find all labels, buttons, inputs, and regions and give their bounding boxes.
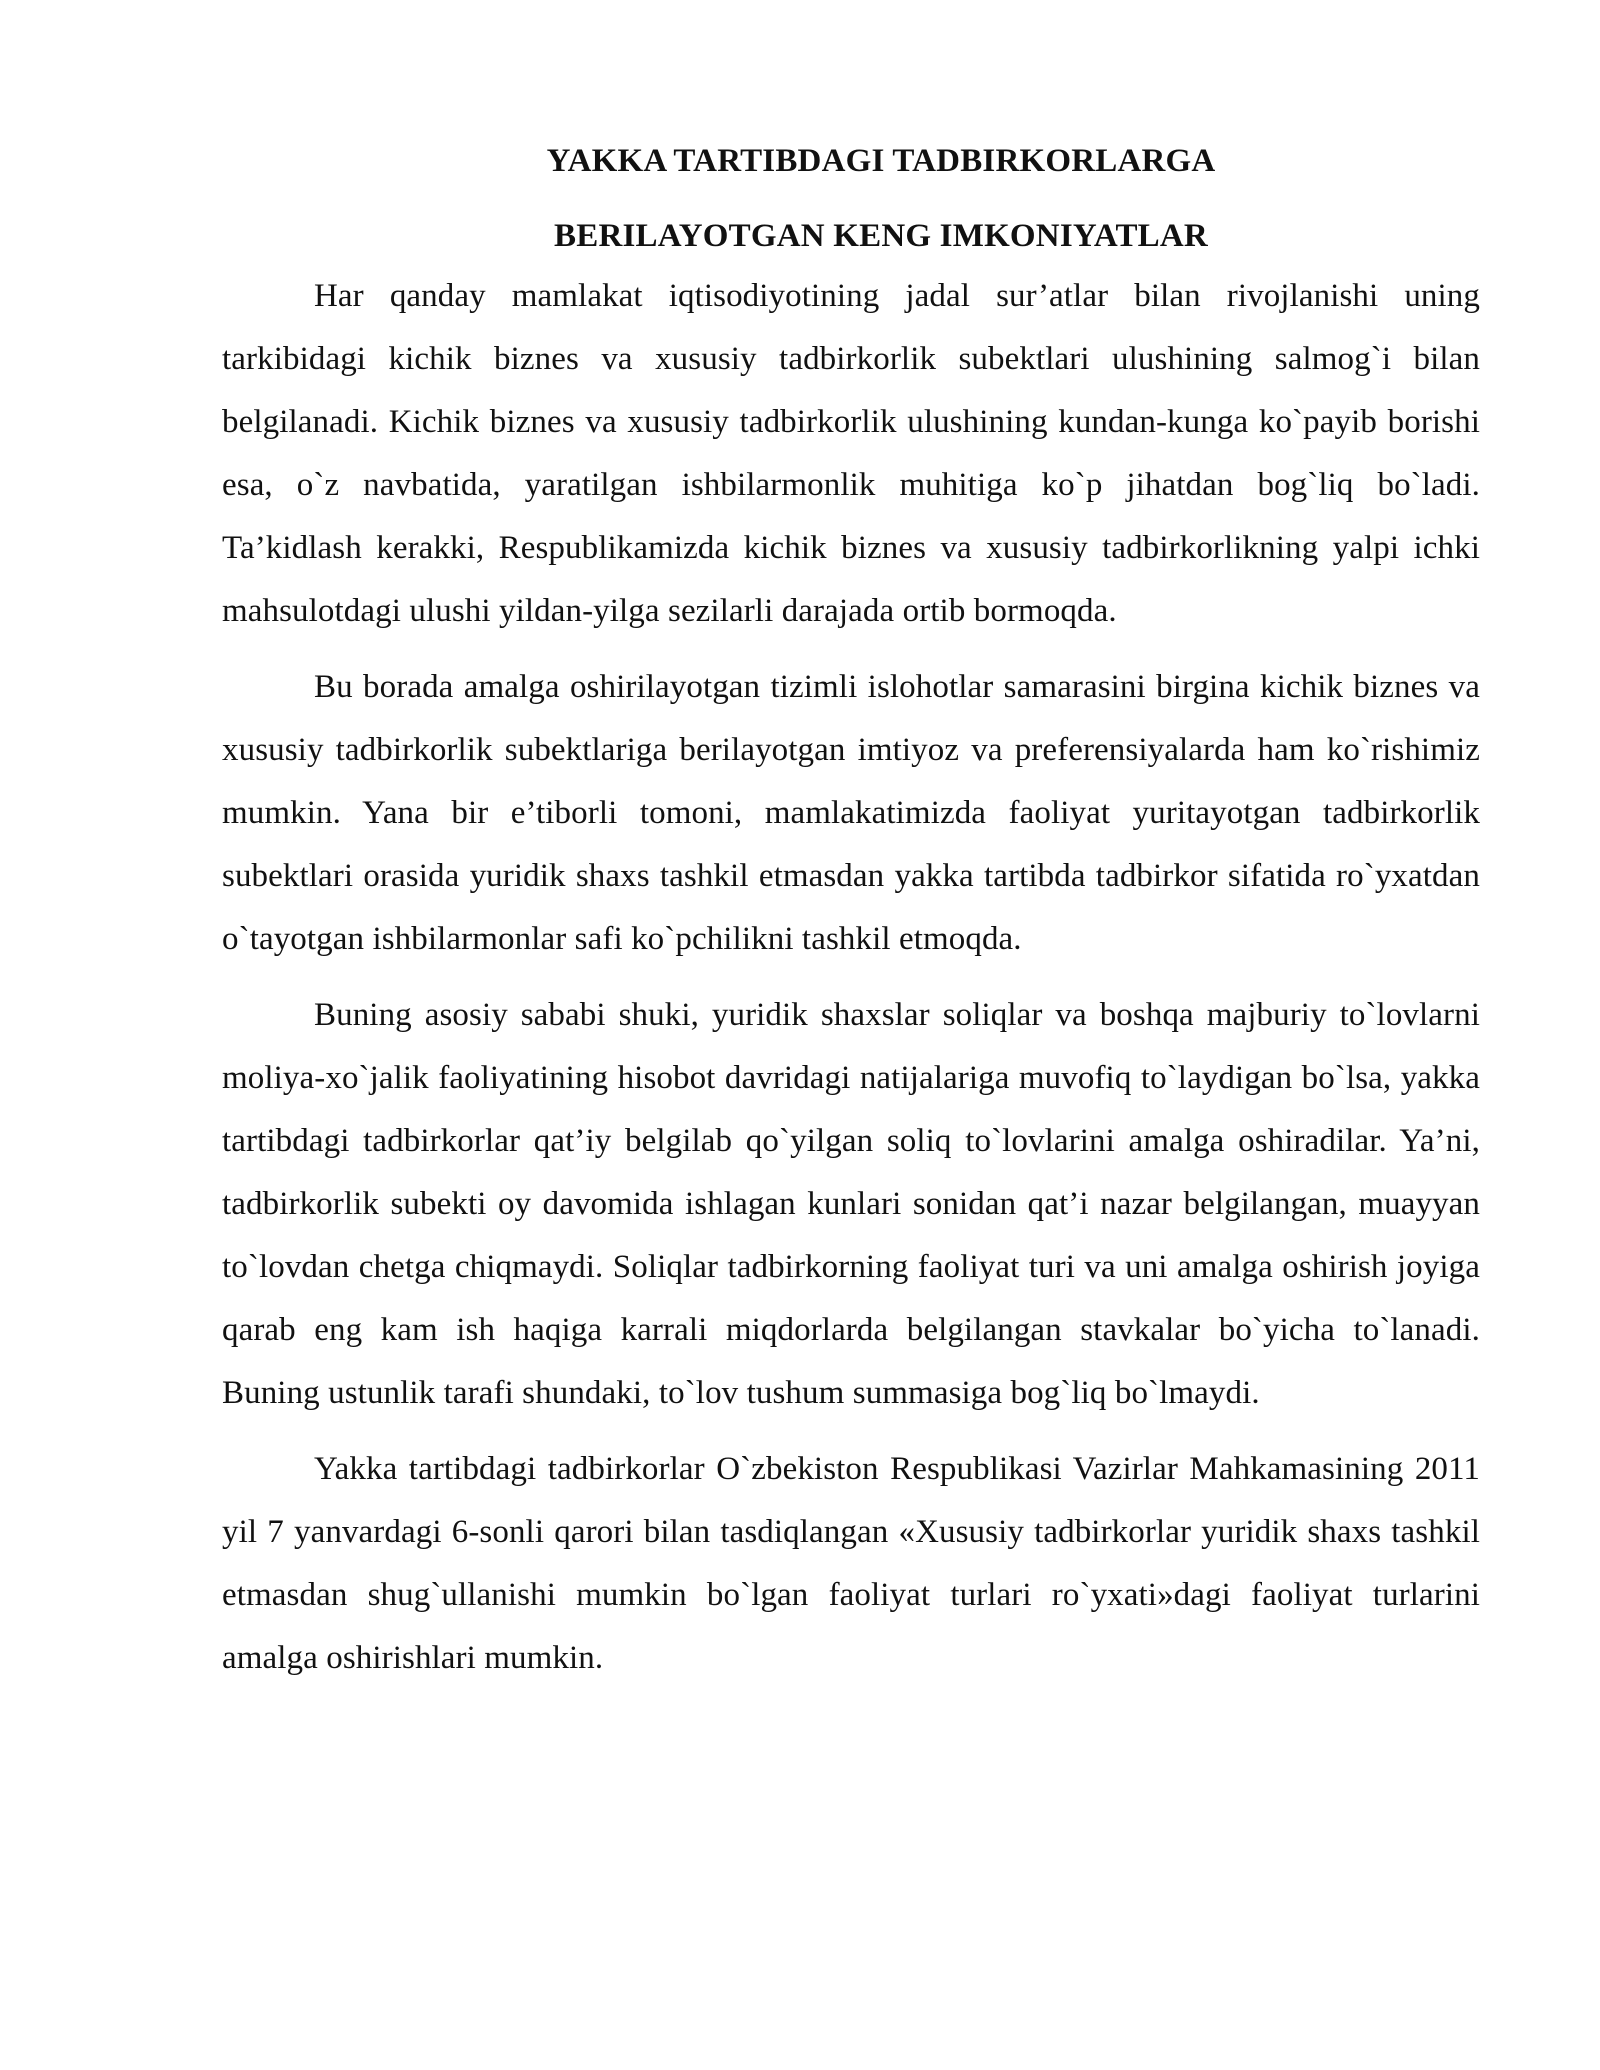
document-title [222, 140, 1480, 257]
body-paragraph: Buning asosiy sababi shuki, yuridik shaxslar soliqlar va boshqa majburiy to`lovlarni moliya-xo`jalik faoliyatining hisobot davridagi natijalariga muvofiq to`laydigan bo`lsa, yakka tartibdagi tadbirkorlar qat’iy belgilab qo`yilgan soliq to`lovlarini amalga oshiradilar. Ya’ni, tadbirkorlik subekti oy davomida ishlagan kunlari sonidan qat’i nazar belgilangan, muayyan to`lovdan chetga chiqmaydi. Soliqlar tadbirkorning faoliyat turi va uni amalga oshirish joyiga qarab eng kam ish haqiga karrali miqdorlarda belgilangan stavkalar bo`yicha to`lanadi. Buning ustunlik tarafi shundaki, to`lov tushum summasiga bog`liq bo`lmaydi. [222, 997, 1480, 1411]
title-line: YAKKA TARTIBDAGI TADBIRKORLARGA [546, 143, 1216, 179]
body-paragraph: Har qanday mamlakat iqtisodiyotining jadal sur’atlar bilan rivojlanishi uning tarkibidagi kichik biznes va xususiy tadbirkorlik subektlari ulushining salmog`i bilan belgilanadi. Kichik biznes va xususiy tadbirkorlik ulushining kundan-kunga ko`payib borishi esa, o`z navbatida, yaratilgan ishbilarmonlik muhitiga ko`p jihatdan bog`liq bo`ladi. Ta’kidlash kerakki, Respublikamizda kichik biznes va xususiy tadbirkorlikning yalpi ichki mahsulotdagi ulushi yildan-yilga sezilarli darajada ortib bormoqda. [222, 278, 1480, 629]
title-line: BERILAYOTGAN KENG IMKONIYATLAR [554, 218, 1208, 254]
document-page [222, 140, 1480, 1703]
body-paragraph: Bu borada amalga oshirilayotgan tizimli islohotlar samarasini birgina kichik biznes va xususiy tadbirkorlik subektlariga berilayotgan imtiyoz va preferensiyalarda ham ko`rishimiz mumkin. Yana bir e’tiborli tomoni, mamlakatimizda faoliyat yuritayotgan tadbirkorlik subektlari orasida yuridik shaxs tashkil etmasdan yakka tartibda tadbirkor sifatida ro`yxatdan o`tayotgan ishbilarmonlar safi ko`pchilikni tashkil etmoqda. [222, 669, 1480, 957]
body-paragraph: Yakka tartibdagi tadbirkorlar O`zbekiston Respublikasi Vazirlar Mahkamasining 2011 yil 7 yanvardagi 6-sonli qarori bilan tasdiqlangan «Xususiy tadbirkorlar yuridik shaxs tashkil etmasdan shug`ullanishi mumkin bo`lgan faoliyat turlari ro`yxati»dagi faoliyat turlarini amalga oshirishlari mumkin. [222, 1451, 1480, 1676]
